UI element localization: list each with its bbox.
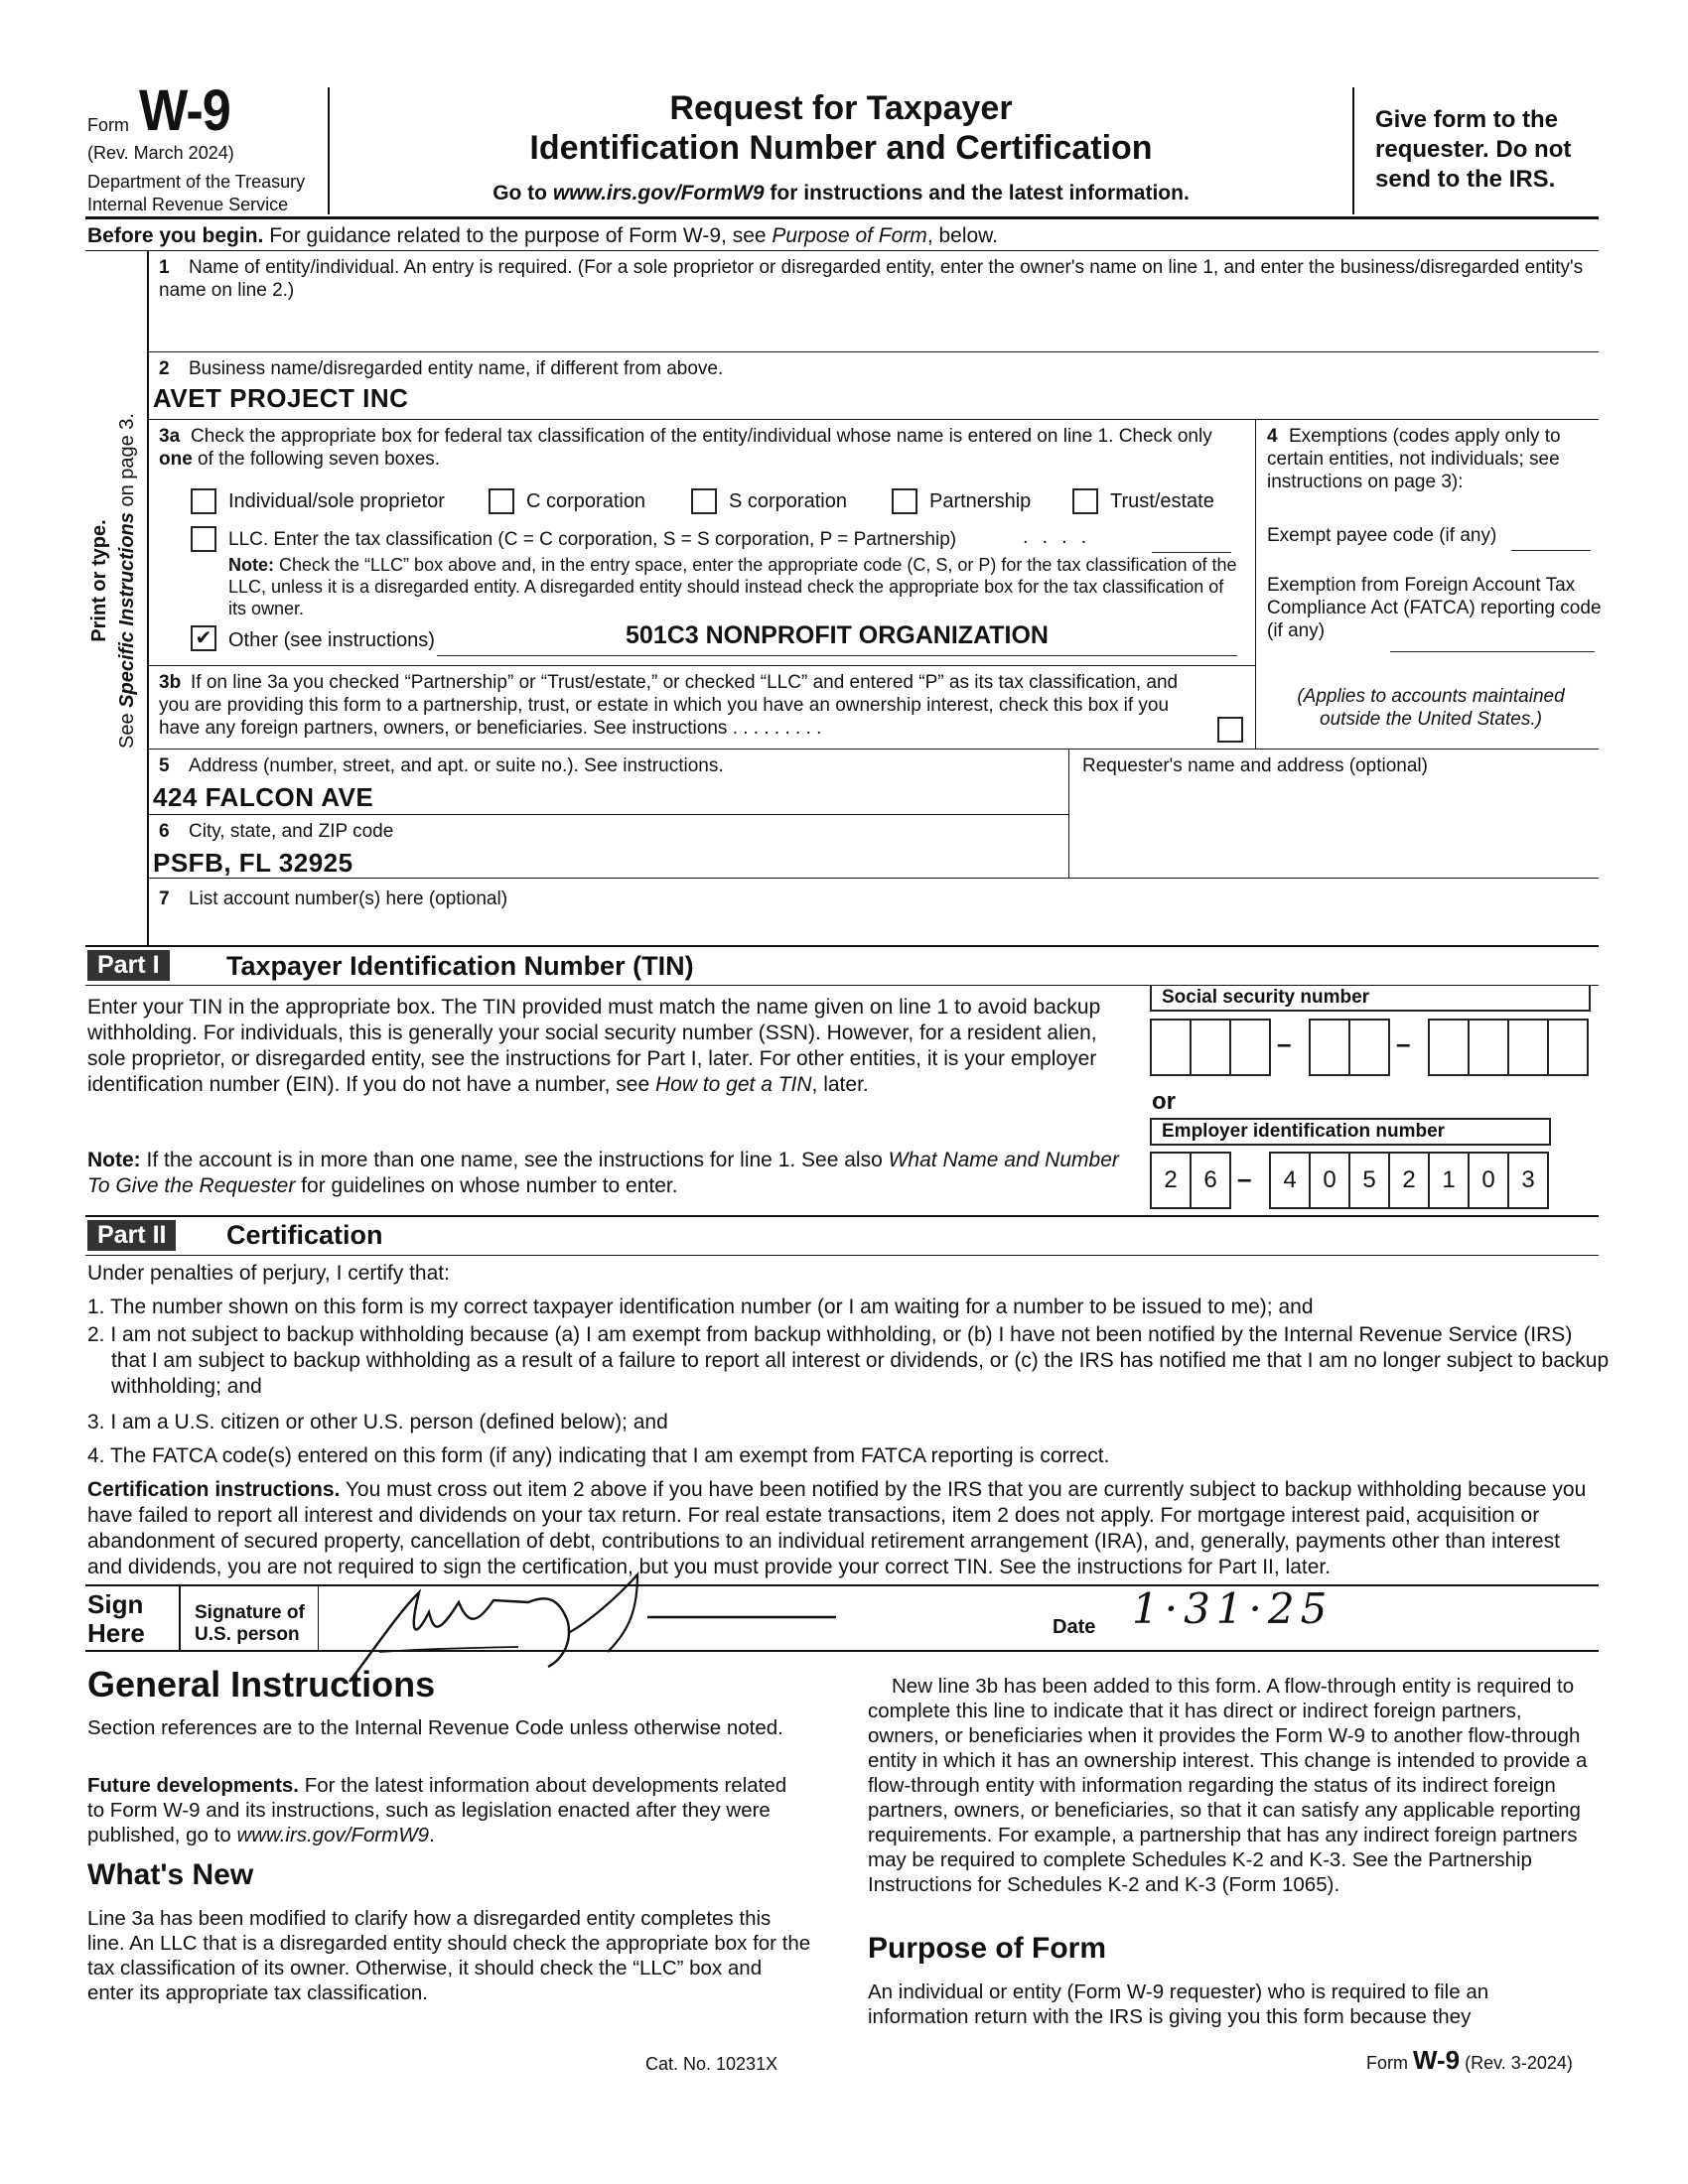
- line3b-text: If on line 3a you checked “Partnership” or “Trust/estate,” or checked “LLC” and entered “P” as its tax classification, and you are providing this form to a partnership, trust, or estate in which you have an ownership interest, check this box if you have any foreign partners, owners, or beneficiaries. See instructions . . . . . . . . .: [159, 672, 1179, 739]
- line3b-label: [159, 671, 1211, 740]
- footer-form-rev: (Rev. 3-2024): [1460, 2053, 1573, 2073]
- goto-post: for instructions and the latest information.: [764, 182, 1190, 205]
- line5-label: [159, 754, 724, 777]
- line3a-label: [159, 425, 1241, 471]
- general-p2-text: For the latest information about developments related to Form W-9 and its instructions, such as legislation enacted after they were published, go to: [87, 1774, 787, 1846]
- line5-address-field[interactable]: 424 FALCON AVE: [153, 782, 374, 812]
- header-bottom-rule: [85, 216, 1599, 219]
- part1-note-text: If the account is in more than one name, see the instructions for line 1. See also: [140, 1149, 889, 1171]
- label-trust-estate: Trust/estate: [1110, 490, 1214, 512]
- line2-text: Business name/disregarded entity name, if different from above.: [189, 358, 724, 379]
- line1-label: [159, 256, 1589, 302]
- signature-field[interactable]: [320, 1586, 1035, 1650]
- checkbox-llc[interactable]: [191, 526, 216, 552]
- cert-item-3: 3. I am a U.S. citizen or other U.S. person (defined below); and: [87, 1411, 668, 1433]
- line7-account-field[interactable]: [153, 911, 1583, 941]
- ein-digit-1[interactable]: 2: [1150, 1152, 1192, 1209]
- line4-num: 4: [1267, 426, 1278, 447]
- ein-dash: –: [1237, 1163, 1252, 1193]
- fatca-code-field[interactable]: [1390, 625, 1595, 652]
- ein-digit-3[interactable]: 4: [1269, 1152, 1311, 1209]
- requester-left-rule: [1068, 749, 1069, 878]
- give-form-note: Give form to the requester. Do not send to the IRS.: [1375, 106, 1572, 193]
- dept-treasury: Department of the Treasury: [87, 172, 306, 192]
- ein-label: Employer identification number: [1150, 1118, 1551, 1146]
- cert-item-2: 2. I am not subject to backup withholding because (a) I am exempt from backup withholding, or (b) I have not been notified by the Internal Revenue Service (IRS) that I am subject to backup withholding as a result of a failure to report all interest or dividends, or (c) the IRS has notified me that I am no longer subject to backup withholding; and: [87, 1323, 1610, 1398]
- form-title-line1: Request for Taxpayer: [669, 89, 1013, 127]
- label-individual: Individual/sole proprietor: [228, 490, 445, 512]
- form-revision: (Rev. March 2024): [87, 143, 234, 163]
- line6-num: 6: [159, 821, 170, 842]
- general-p2-bold: Future developments.: [87, 1774, 300, 1797]
- line6-city-field[interactable]: PSFB, FL 32925: [153, 848, 353, 878]
- line1-name-field[interactable]: [151, 308, 1591, 347]
- ssn-digit-6[interactable]: [1428, 1019, 1470, 1076]
- part1-note-italic: What Name and Number To Give the Requester: [87, 1149, 1119, 1197]
- print-or-type-label: [85, 367, 147, 794]
- part1-title: Taxpayer Identification Number (TIN): [226, 951, 694, 981]
- line7-text: List account number(s) here (optional): [189, 888, 508, 909]
- line7-num: 7: [159, 888, 170, 909]
- line2-rule: [147, 419, 1599, 420]
- line3a-text-pre: Check the appropriate box for federal tax classification of the entity/individual whose name is entered on line 1. Check only: [191, 426, 1212, 447]
- part2-intro: Under penalties of perjury, I certify that:: [87, 1262, 450, 1285]
- ssn-digit-2[interactable]: [1190, 1019, 1231, 1076]
- ssn-label: Social security number: [1150, 986, 1591, 1012]
- sign-word: Sign: [87, 1589, 144, 1619]
- side-line1: Print or type.: [88, 519, 110, 642]
- part1-text-a-italic: How to get a TIN: [654, 1073, 812, 1096]
- ssn-dash-1: –: [1277, 1028, 1292, 1058]
- checkbox-foreign-partners[interactable]: [1217, 717, 1243, 743]
- form-number: W-9: [139, 78, 230, 143]
- before-text: For guidance related to the purpose of Form W-9, see: [263, 224, 773, 247]
- sig-label-2: U.S. person: [195, 1624, 300, 1645]
- label-partnership: Partnership: [929, 490, 1032, 512]
- cert-instructions-bold: Certification instructions.: [87, 1478, 341, 1501]
- form-word: Form: [87, 115, 129, 135]
- llc-dots: ....: [1023, 526, 1101, 548]
- or-label: or: [1152, 1088, 1176, 1115]
- line3a-text-bold: one: [159, 449, 193, 470]
- part1-note: [87, 1148, 1120, 1199]
- general-p3: Line 3a has been modified to clarify how a disregarded entity completes this line. An LLC that is a disregarded entity should check the appropriate box for the tax classification of its owner. Otherwise, it should check the “LLC” box and enter its appropriate tax classification.: [87, 1907, 811, 2004]
- before-end: , below.: [926, 224, 999, 247]
- ssn-digit-4[interactable]: [1309, 1019, 1350, 1076]
- cert-instructions: [87, 1477, 1589, 1580]
- line7-label: [159, 887, 507, 910]
- header-divider-right: [1352, 87, 1354, 214]
- part1-instructions: [87, 995, 1120, 1098]
- general-p4: New line 3b has been added to this form. A flow-through entity is required to complete this line to indicate that it has direct or indirect foreign partners, owners, or beneficiaries when it provides the Form W-9 to another flow-through entity in which it has an ownership interest. This change is intended to provide a flow-through entity with information regarding the status of its indirect foreign partners, owners, or beneficiaries, so that it can satisfy any applicable reporting requirements. For example, a partnership that has any indirect foreign partners may be required to complete Schedules K-2 and K-3. See the Partnership Instructions for Schedules K-2 and K-3 (Form 1065).: [868, 1675, 1588, 1896]
- side-line2-italic: Specific Instructions: [116, 512, 138, 708]
- ein-digit-7[interactable]: 1: [1428, 1152, 1470, 1209]
- general-p1: Section references are to the Internal Revenue Code unless otherwise noted.: [87, 1716, 783, 1739]
- signature-label: [195, 1602, 305, 1646]
- ein-digit-9[interactable]: 3: [1507, 1152, 1549, 1209]
- llc-note: [228, 554, 1241, 619]
- line3a-num: 3a: [159, 426, 181, 447]
- part2-title-rule: [85, 1255, 1599, 1256]
- date-field[interactable]: 1·31·25: [1132, 1584, 1334, 1633]
- part2-top-rule: [85, 1215, 1599, 1217]
- catalog-number: Cat. No. 10231X: [645, 2054, 778, 2074]
- requester-field[interactable]: [1072, 784, 1595, 874]
- ssn-digit-5[interactable]: [1348, 1019, 1390, 1076]
- line3a-text-post: of the following seven boxes.: [192, 449, 441, 470]
- line3-right-rule: [1255, 419, 1256, 749]
- ein-digit-5[interactable]: 5: [1348, 1152, 1390, 1209]
- purpose-heading: Purpose of Form: [868, 1932, 1107, 1965]
- fatca-applies-note: (Applies to accounts maintained outside the United States.): [1297, 686, 1565, 730]
- ssn-dash-2: –: [1396, 1028, 1411, 1058]
- fatca-label: Exemption from Foreign Account Tax Compliance Act (FATCA) reporting code (if any): [1267, 575, 1602, 641]
- part1-top-rule: [85, 945, 1599, 947]
- part2-title: Certification: [226, 1220, 383, 1250]
- ssn-digit-9[interactable]: [1547, 1019, 1589, 1076]
- ssn-digit-1[interactable]: [1150, 1019, 1192, 1076]
- exempt-payee-field[interactable]: [1511, 524, 1591, 551]
- cert-instructions-text: You must cross out item 2 above if you have been notified by the IRS that you are currently subject to backup withholding because you have failed to report all interest and dividends on your tax return. For real estate transactions, item 2 does not apply. For mortgage interest paid, acquisition or abandonment of secured property, cancellation of debt, contributions to an individual retirement arrangement (IRA), and, generally, payments other than interest and dividends, you are not required to sign the certification, but you must provide your correct TIN. See the instructions for Part II, later.: [87, 1478, 1587, 1578]
- ein-digit-2[interactable]: 6: [1190, 1152, 1231, 1209]
- ssn-digit-8[interactable]: [1507, 1019, 1549, 1076]
- goto-instructions: [330, 182, 1352, 205]
- here-word: Here: [87, 1618, 145, 1648]
- general-p2: [87, 1773, 806, 1847]
- goto-url[interactable]: www.irs.gov/FormW9: [552, 182, 765, 205]
- label-llc: LLC. Enter the tax classification (C = C corporation, S = S corporation, P = Partnership): [228, 529, 957, 550]
- side-line2-pre: See: [116, 707, 138, 749]
- line6-label: [159, 820, 393, 843]
- line5-rule: [147, 814, 1068, 815]
- checkbox-trust-estate[interactable]: [1072, 488, 1098, 514]
- before-rule: [85, 250, 1599, 251]
- before-you-begin: [87, 224, 998, 248]
- checkbox-c-corp[interactable]: [489, 488, 514, 514]
- llc-note-bold: Note:: [228, 555, 274, 575]
- exempt-payee-label: Exempt payee code (if any): [1267, 525, 1497, 546]
- ein-digit-4[interactable]: 0: [1309, 1152, 1350, 1209]
- label-other: Other (see instructions): [228, 629, 435, 651]
- general-p5: An individual or entity (Form W-9 requester) who is required to file an information return with the IRS is giving you this form because they: [868, 1980, 1489, 2028]
- before-bold: Before you begin.: [87, 224, 264, 247]
- general-instructions-heading: General Instructions: [87, 1664, 436, 1705]
- llc-note-text: Check the “LLC” box above and, in the entry space, enter the appropriate code (C, S, or P) for the tax classification of the LLC, unless it is a disregarded entity. A disregarded entity should instead check the appropriate box for the tax classification of its owner.: [228, 555, 1237, 618]
- llc-code-field[interactable]: [1152, 526, 1231, 553]
- irs-label: Internal Revenue Service: [87, 195, 289, 214]
- other-classification-field[interactable]: 501C3 NONPROFIT ORGANIZATION: [437, 621, 1237, 656]
- line1-rule: [147, 351, 1599, 352]
- side-line2: [113, 367, 141, 794]
- date-label: Date: [1053, 1616, 1096, 1638]
- requester-label: Requester's name and address (optional): [1082, 755, 1428, 776]
- footer-form-id: [1366, 2045, 1573, 2075]
- part1-tag: Part I: [87, 950, 170, 981]
- cert-item-4: 4. The FATCA code(s) entered on this form (if any) indicating that I am exempt from FATCA reporting is correct.: [87, 1444, 1110, 1467]
- line2-business-name-field[interactable]: AVET PROJECT INC: [153, 383, 409, 413]
- line2-label: [159, 357, 723, 380]
- line6-rule: [147, 878, 1599, 879]
- line2-num: 2: [159, 358, 170, 379]
- footer-form-num: W-9: [1413, 2045, 1461, 2075]
- side-line2-post: on page 3.: [116, 413, 138, 513]
- line1-text: Name of entity/individual. An entry is required. (For a sole proprietor or disregarded entity, enter the owner's name on line 1, and enter the business/disregarded entity's name on line 2.): [159, 257, 1584, 301]
- sign-divider: [179, 1586, 181, 1650]
- line3b-num: 3b: [159, 672, 182, 693]
- part1-note-end: for guidelines on whose number to enter.: [295, 1174, 678, 1197]
- line3a-rule: [147, 665, 1255, 666]
- line1-num: 1: [159, 257, 170, 278]
- before-italic: Purpose of Form: [772, 224, 927, 247]
- line5-num: 5: [159, 755, 170, 776]
- ein-digit-6[interactable]: 2: [1388, 1152, 1430, 1209]
- line3b-rule: [147, 749, 1599, 750]
- ein-digit-8[interactable]: 0: [1468, 1152, 1509, 1209]
- line4-label: [1267, 425, 1595, 493]
- line6-text: City, state, and ZIP code: [189, 821, 394, 842]
- goto-pre: Go to: [492, 182, 553, 205]
- field-area-left-rule: [147, 250, 149, 945]
- part1-text-a: Enter your TIN in the appropriate box. The TIN provided must match the name given on line 1 to avoid backup withholding. For individuals, this is generally your social security number (SSN). However, for a resident alien, sole proprietor, or disregarded entity, see the instructions for Part I, later. For other entities, it is your employer identification number (EIN). If you do not have a number, see: [87, 996, 1101, 1096]
- label-c-corp: C corporation: [526, 490, 646, 512]
- line5-text: Address (number, street, and apt. or suite no.). See instructions.: [189, 755, 724, 776]
- whats-new-heading: What's New: [87, 1858, 254, 1891]
- part1-note-bold: Note:: [87, 1149, 141, 1171]
- cert-item-1: 1. The number shown on this form is my correct taxpayer identification number (or I am waiting for a number to be issued to me); and: [87, 1296, 1314, 1318]
- footer-form-pre: Form: [1366, 2053, 1413, 2073]
- ssn-digit-3[interactable]: [1229, 1019, 1271, 1076]
- sign-label: [87, 1590, 145, 1648]
- checkbox-s-corp[interactable]: [691, 488, 717, 514]
- general-p2-end: .: [429, 1824, 435, 1846]
- general-p2-link[interactable]: www.irs.gov/FormW9: [236, 1824, 430, 1846]
- form-title-line2: Identification Number and Certification: [529, 129, 1153, 167]
- sig-label-divider: [318, 1586, 319, 1650]
- sign-bottom-rule: [85, 1650, 1599, 1652]
- checkbox-partnership[interactable]: [892, 488, 917, 514]
- checkbox-other[interactable]: ✔: [191, 625, 216, 651]
- part2-tag: Part II: [87, 1220, 176, 1251]
- part1-text-a-end: , later.: [811, 1073, 869, 1096]
- label-s-corp: S corporation: [729, 490, 847, 512]
- line4-text: Exemptions (codes apply only to certain entities, not individuals; see instructions on page 3):: [1267, 426, 1561, 492]
- sig-label-1: Signature of: [195, 1602, 305, 1623]
- ssn-digit-7[interactable]: [1468, 1019, 1509, 1076]
- checkbox-individual[interactable]: [191, 488, 216, 514]
